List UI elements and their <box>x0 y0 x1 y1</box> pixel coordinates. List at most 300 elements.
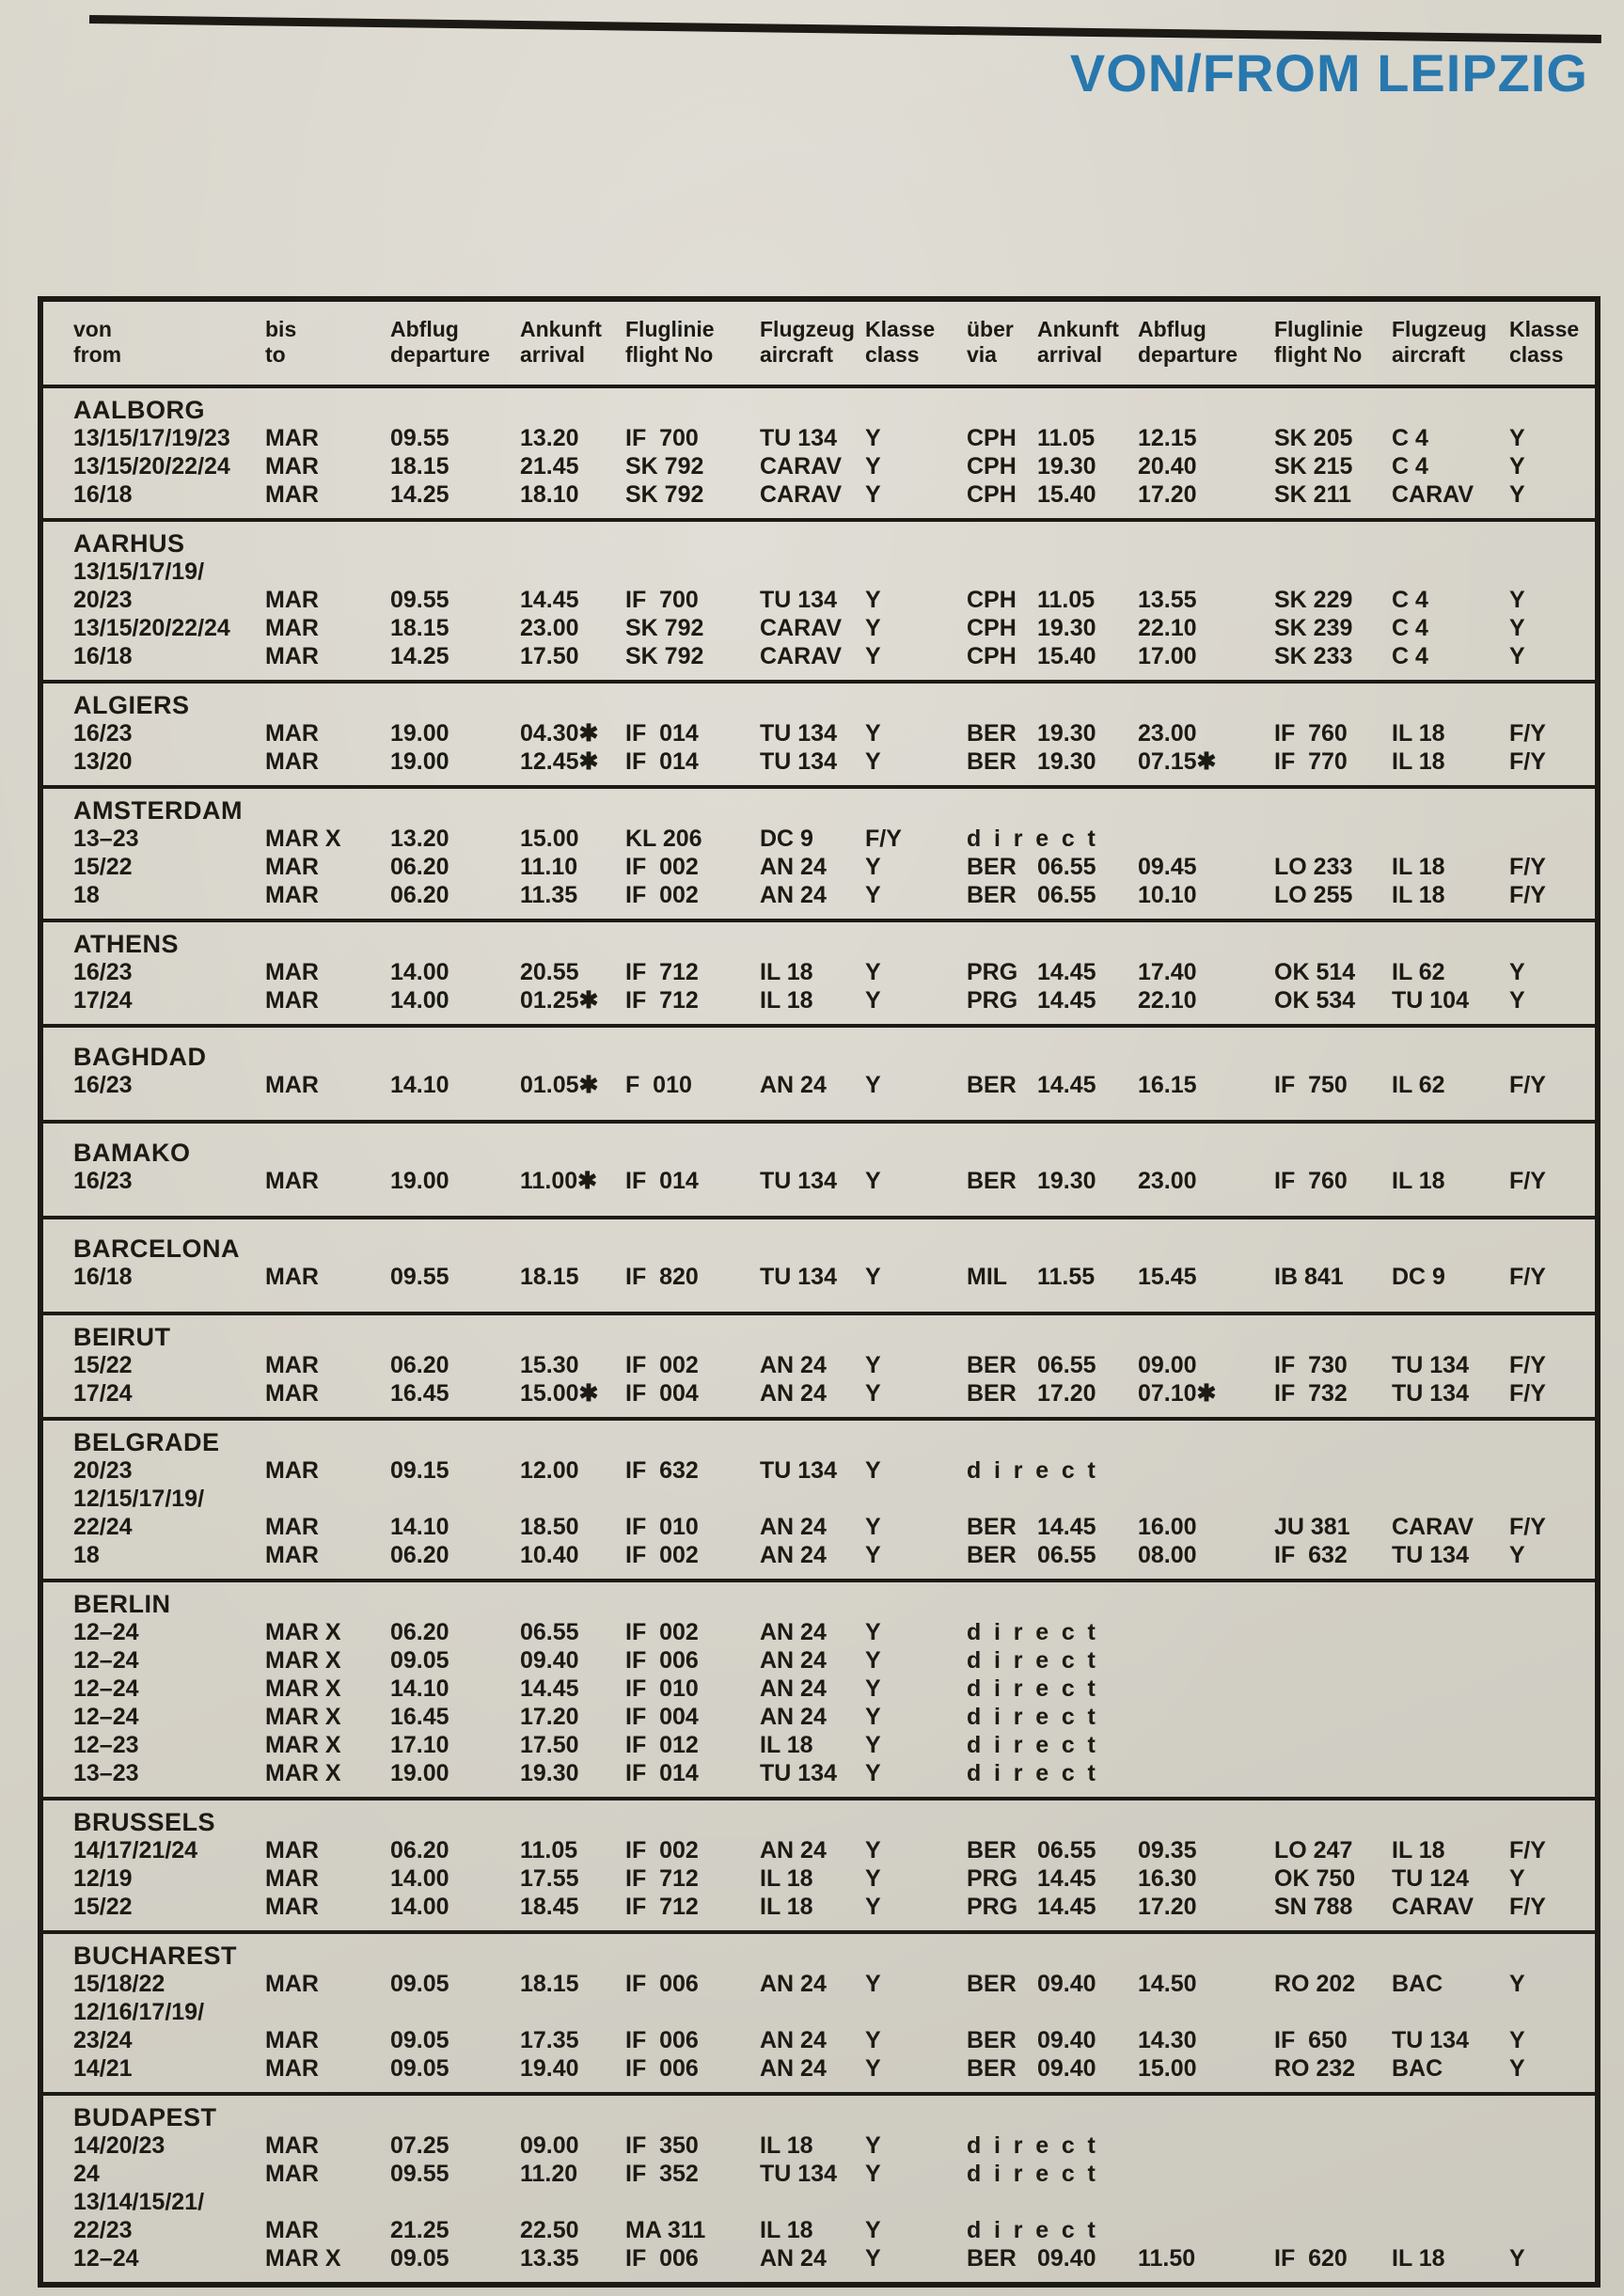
cell-via: BER <box>967 1837 1017 1864</box>
cell-dep: 16.45 <box>390 1380 449 1407</box>
cell-arr: 13.20 <box>520 425 579 451</box>
cell-fl: IF 014 <box>625 1168 699 1194</box>
cell-dep: 09.55 <box>390 587 449 613</box>
flight-row <box>43 480 1595 509</box>
cell-dep: 13.20 <box>390 826 449 852</box>
flight-row <box>43 1541 1595 1569</box>
cell-cl: Y <box>865 1760 881 1786</box>
section-beirut <box>43 1315 1595 1421</box>
dates-wrap-row <box>43 2188 1595 2216</box>
flight-row <box>43 1864 1595 1893</box>
timetable <box>38 296 1600 2288</box>
cell-ac: TU 134 <box>760 1168 837 1194</box>
cell-dep2: 16.30 <box>1138 1865 1197 1892</box>
cell-arr2: 19.30 <box>1037 615 1096 641</box>
cell-dep: 09.55 <box>390 425 449 451</box>
cell-cl2: Y <box>1509 1865 1525 1892</box>
cell-dep: 19.00 <box>390 1760 449 1786</box>
cell-arr2: 15.40 <box>1037 643 1096 669</box>
page-title: VON/FROM LEIPZIG <box>1069 43 1588 102</box>
cell-arr2: 09.40 <box>1037 2245 1096 2272</box>
cell-fl: IF 712 <box>625 959 699 985</box>
cell-cl: Y <box>865 1352 881 1378</box>
cell-ac2: IL 18 <box>1392 882 1445 908</box>
table-body <box>43 388 1595 2282</box>
dates-wrap-row <box>43 558 1595 586</box>
cell-dates: 18 <box>73 1542 100 1568</box>
cell-dates: 13/15/17/19/23 <box>73 425 230 451</box>
header-col-11-flight-no <box>1274 317 1364 368</box>
city-name: AALBORG <box>73 396 205 424</box>
cell-arr: 14.45 <box>520 587 579 613</box>
cell-ac2: IL 62 <box>1392 1072 1445 1098</box>
flight-row <box>43 2160 1595 2188</box>
cell-ac: AN 24 <box>760 854 827 880</box>
cell-dates: 17/24 <box>73 1380 133 1407</box>
cell-cl: Y <box>865 1457 881 1484</box>
cell-fl: IF 002 <box>625 854 699 880</box>
cell-cl2: F/Y <box>1509 1168 1546 1194</box>
section-baghdad <box>43 1028 1595 1124</box>
cell-ac2: DC 9 <box>1392 1264 1445 1290</box>
cell-fl: IF 712 <box>625 1865 699 1892</box>
cell-day: MAR <box>265 1865 319 1892</box>
cell-dates: 12–24 <box>73 1675 139 1702</box>
cell-ac: TU 134 <box>760 720 837 747</box>
cell-ac2: CARAV <box>1392 481 1474 508</box>
cell-fl: IF 014 <box>625 1760 699 1786</box>
cell-dep2: 23.00 <box>1138 720 1197 747</box>
header-label-de: Flugzeug <box>1392 317 1487 341</box>
cell-day: MAR <box>265 1542 319 1568</box>
flight-row <box>43 747 1595 776</box>
flight-row <box>43 1513 1595 1541</box>
cell-dep: 09.55 <box>390 1264 449 1290</box>
city-name: BRUSSELS <box>73 1808 216 1836</box>
cell-fl2: RO 202 <box>1274 1971 1356 1997</box>
cell-cl2: Y <box>1509 587 1525 613</box>
cell-cl2: Y <box>1509 987 1525 1014</box>
cell-ac2: IL 18 <box>1392 720 1445 747</box>
flight-row <box>43 424 1595 452</box>
header-label-en: aircraft <box>760 342 833 367</box>
cell-dates: 16/23 <box>73 1072 133 1098</box>
header-label-de: Flugzeug <box>760 317 855 341</box>
cell-dates: 12–24 <box>73 1647 139 1674</box>
cell-ac: AN 24 <box>760 2027 827 2053</box>
cell-cl: Y <box>865 854 881 880</box>
cell-cl2: F/Y <box>1509 1352 1546 1378</box>
cell-fl2: SK 239 <box>1274 615 1353 641</box>
cell-arr2: 14.45 <box>1037 1514 1096 1540</box>
cell-dep2: 15.45 <box>1138 1264 1197 1290</box>
cell-arr: 13.35 <box>520 2245 579 2272</box>
cell-cl: Y <box>865 1514 881 1540</box>
header-col-3-departure <box>390 317 490 368</box>
cell-cl: Y <box>865 1971 881 1997</box>
cell-fl2: IB 841 <box>1274 1264 1344 1290</box>
header-col-8-via <box>967 317 1014 368</box>
cell-via: CPH <box>967 425 1017 451</box>
cell-dep: 09.05 <box>390 2027 449 2053</box>
cell-day: MAR <box>265 1837 319 1864</box>
cell-ac: TU 134 <box>760 1457 837 1484</box>
cell-cl: Y <box>865 2161 881 2187</box>
cell-arr: 01.25✱ <box>520 987 599 1014</box>
cell-ac: AN 24 <box>760 1647 827 1674</box>
cell-arr: 19.40 <box>520 2055 579 2082</box>
cell-cl: Y <box>865 2217 881 2243</box>
header-label-de: Fluglinie <box>1274 317 1364 341</box>
cell-fl: IF 004 <box>625 1380 699 1407</box>
cell-day: MAR X <box>265 826 341 852</box>
cell-arr2: 06.55 <box>1037 1542 1096 1568</box>
cell-dates: 23/24 <box>73 2027 133 2053</box>
header-col-2-to <box>265 317 296 368</box>
cell-via: BER <box>967 1380 1017 1407</box>
header-col-6-aircraft <box>760 317 855 368</box>
cell-via: direct <box>967 1760 1109 1786</box>
cell-dep2: 12.15 <box>1138 425 1197 451</box>
cell-cl: Y <box>865 1264 881 1290</box>
cell-cl2: Y <box>1509 2055 1525 2082</box>
cell-arr2: 14.45 <box>1037 1865 1096 1892</box>
cell-dep: 14.10 <box>390 1514 449 1540</box>
cell-dep2: 07.10✱ <box>1138 1380 1217 1407</box>
cell-day: MAR <box>265 1457 319 1484</box>
flight-row <box>43 2216 1595 2244</box>
cell-fl2: IF 732 <box>1274 1380 1348 1407</box>
flight-row <box>43 1759 1595 1787</box>
cell-cl: Y <box>865 2245 881 2272</box>
flight-row <box>43 1618 1595 1646</box>
cell-dep2: 16.15 <box>1138 1072 1197 1098</box>
cell-ac: AN 24 <box>760 1542 827 1568</box>
cell-via: BER <box>967 1542 1017 1568</box>
cell-fl: IF 002 <box>625 1542 699 1568</box>
cell-fl2: OK 534 <box>1274 987 1356 1014</box>
header-label-de: Abflug <box>390 317 459 341</box>
cell-arr: 17.55 <box>520 1865 579 1892</box>
cell-via: MIL <box>967 1264 1008 1290</box>
cell-via: PRG <box>967 1894 1018 1920</box>
cell-day: MAR <box>265 959 319 985</box>
cell-day: MAR <box>265 2055 319 2082</box>
cell-cl: Y <box>865 1542 881 1568</box>
cell-fl: KL 206 <box>625 826 702 852</box>
cell-dep2: 22.10 <box>1138 615 1197 641</box>
cell-fl: IF 002 <box>625 1619 699 1645</box>
cell-via: BER <box>967 720 1017 747</box>
cell-arr: 12.00 <box>520 1457 579 1484</box>
cell-ac: CARAV <box>760 643 843 669</box>
cell-fl2: IF 730 <box>1274 1352 1348 1378</box>
cell-arr: 15.30 <box>520 1352 579 1378</box>
cell-fl2: LO 233 <box>1274 854 1353 880</box>
cell-dates: 13–23 <box>73 1760 139 1786</box>
cell-dep2: 09.35 <box>1138 1837 1197 1864</box>
cell-dep: 14.10 <box>390 1675 449 1702</box>
cell-ac2: IL 18 <box>1392 748 1445 775</box>
header-label-en: flight No <box>625 342 714 367</box>
cell-fl2: IF 770 <box>1274 748 1348 775</box>
flight-row <box>43 614 1595 642</box>
cell-cl2: F/Y <box>1509 1264 1546 1290</box>
header-label-en: class <box>865 342 920 367</box>
cell-via: PRG <box>967 987 1018 1014</box>
cell-dep2: 09.00 <box>1138 1352 1197 1378</box>
cell-ac: AN 24 <box>760 1971 827 1997</box>
cell-fl: IF 006 <box>625 2055 699 2082</box>
cell-day: MAR <box>265 2132 319 2159</box>
city-name: AARHUS <box>73 529 185 558</box>
cell-ac: AN 24 <box>760 1352 827 1378</box>
cell-fl: IF 014 <box>625 748 699 775</box>
cell-dep: 09.05 <box>390 1647 449 1674</box>
cell-via: direct <box>967 826 1109 852</box>
cell-cl2: F/Y <box>1509 748 1546 775</box>
cell-arr2: 14.45 <box>1037 1894 1096 1920</box>
cell-cl: Y <box>865 1380 881 1407</box>
cell-fl: IF 006 <box>625 1647 699 1674</box>
cell-arr: 15.00✱ <box>520 1380 599 1407</box>
cell-cl2: Y <box>1509 615 1525 641</box>
cell-fl2: IF 760 <box>1274 1168 1348 1194</box>
cell-arr: 18.15 <box>520 1971 579 1997</box>
cell-fl: IF 700 <box>625 587 699 613</box>
flight-row <box>43 2131 1595 2160</box>
header-label-en: arrival <box>520 342 586 367</box>
cell-dep: 06.20 <box>390 1352 449 1378</box>
cell-ac: CARAV <box>760 615 843 641</box>
cell-day: MAR <box>265 1352 319 1378</box>
cell-dep: 17.10 <box>390 1732 449 1758</box>
flight-row <box>43 881 1595 909</box>
cell-cl: Y <box>865 1072 881 1098</box>
cell-ac: TU 134 <box>760 1264 837 1290</box>
flight-row <box>43 1456 1595 1485</box>
cell-cl: Y <box>865 2055 881 2082</box>
cell-cl: Y <box>865 453 881 480</box>
section-athens <box>43 922 1595 1028</box>
cell-ac: AN 24 <box>760 1072 827 1098</box>
cell-dates: 16/23 <box>73 720 133 747</box>
cell-dep2: 08.00 <box>1138 1542 1197 1568</box>
cell-ac: IL 18 <box>760 2132 813 2159</box>
cell-arr: 09.40 <box>520 1647 579 1674</box>
cell-dep: 06.20 <box>390 882 449 908</box>
cell-fl: IF 002 <box>625 1837 699 1864</box>
cell-ac: TU 134 <box>760 587 837 613</box>
cell-ac2: IL 18 <box>1392 1168 1445 1194</box>
cell-arr: 11.20 <box>520 2161 578 2187</box>
cell-day: MAR <box>265 1264 319 1290</box>
cell-via: CPH <box>967 643 1017 669</box>
cell-cl2: F/Y <box>1509 1072 1546 1098</box>
cell-fl: IF 700 <box>625 425 699 451</box>
cell-cl: Y <box>865 1894 881 1920</box>
header-label-de: Ankunft <box>1037 317 1119 341</box>
cell-cl: Y <box>865 587 881 613</box>
cell-via: BER <box>967 854 1017 880</box>
cell-day: MAR X <box>265 2245 341 2272</box>
cell-dates: 16/18 <box>73 1264 133 1290</box>
section-berlin <box>43 1582 1595 1801</box>
cell-dates: 17/24 <box>73 987 133 1014</box>
cell-cl2: Y <box>1509 481 1525 508</box>
cell-fl2: OK 750 <box>1274 1865 1356 1892</box>
cell-fl: SK 792 <box>625 453 704 480</box>
cell-day: MAR X <box>265 1619 341 1645</box>
cell-dep: 09.55 <box>390 2161 449 2187</box>
cell-day: MAR <box>265 2027 319 2053</box>
cell-via: direct <box>967 1619 1109 1645</box>
cell-cl2: Y <box>1509 2027 1525 2053</box>
cell-fl: IF 010 <box>625 1675 699 1702</box>
cell-arr2: 09.40 <box>1037 2027 1096 2053</box>
section-aarhus <box>43 522 1595 684</box>
cell-day: MAR <box>265 425 319 451</box>
flight-row <box>43 2244 1595 2272</box>
cell-arr2: 11.05 <box>1037 587 1096 613</box>
cell-arr2: 14.45 <box>1037 1072 1096 1098</box>
header-label-en: departure <box>390 342 491 367</box>
cell-cl: Y <box>865 959 881 985</box>
cell-cl2: F/Y <box>1509 854 1546 880</box>
cell-cl: Y <box>865 2132 881 2159</box>
cell-ac2: BAC <box>1392 2055 1443 2082</box>
cell-via: CPH <box>967 481 1017 508</box>
header-col-1-from <box>73 317 121 368</box>
city-name: BARCELONA <box>73 1234 240 1263</box>
cell-fl: IF 006 <box>625 2245 699 2272</box>
cell-fl: IF 820 <box>625 1264 699 1290</box>
cell-cl2: F/Y <box>1509 720 1546 747</box>
cell-dep2: 23.00 <box>1138 1168 1197 1194</box>
cell-fl2: JU 381 <box>1274 1514 1350 1540</box>
city-name: BEIRUT <box>73 1323 171 1351</box>
cell-dates: 12/16/17/19/ <box>73 1999 205 2025</box>
cell-cl2: F/Y <box>1509 1894 1546 1920</box>
city-name: ATHENS <box>73 930 180 958</box>
header-label-en: via <box>967 342 997 367</box>
flight-row <box>43 1646 1595 1675</box>
cell-arr2: 11.05 <box>1037 425 1096 451</box>
cell-dates: 12–24 <box>73 1704 139 1730</box>
cell-fl2: OK 514 <box>1274 959 1356 985</box>
cell-dep: 16.45 <box>390 1704 449 1730</box>
cell-ac: TU 134 <box>760 1760 837 1786</box>
header-col-5-flight-no <box>625 317 715 368</box>
cell-arr: 11.05 <box>520 1837 578 1864</box>
cell-cl2: F/Y <box>1509 882 1546 908</box>
cell-day: MAR <box>265 1072 319 1098</box>
cell-arr: 17.50 <box>520 1732 579 1758</box>
cell-ac: TU 134 <box>760 425 837 451</box>
cell-arr2: 09.40 <box>1037 1971 1096 1997</box>
cell-dep: 06.20 <box>390 1619 449 1645</box>
cell-dates: 12/19 <box>73 1865 133 1892</box>
cell-ac2: BAC <box>1392 1971 1443 1997</box>
header-label-de: Abflug <box>1138 317 1206 341</box>
cell-cl: Y <box>865 2027 881 2053</box>
cell-fl2: RO 232 <box>1274 2055 1356 2082</box>
cell-dates: 13/14/15/21/ <box>73 2189 205 2215</box>
cell-via: BER <box>967 2055 1017 2082</box>
cell-dep2: 07.15✱ <box>1138 748 1217 775</box>
cell-via: BER <box>967 1514 1017 1540</box>
cell-cl2: Y <box>1509 959 1525 985</box>
cell-day: MAR X <box>265 1704 341 1730</box>
cell-dep: 09.05 <box>390 2245 449 2272</box>
cell-fl: SK 792 <box>625 615 704 641</box>
cell-dates: 14/20/23 <box>73 2132 166 2159</box>
cell-dates: 14/21 <box>73 2055 133 2082</box>
cell-ac2: IL 18 <box>1392 1837 1445 1864</box>
top-rule <box>89 15 1601 43</box>
cell-arr2: 06.55 <box>1037 882 1096 908</box>
header-label-en: aircraft <box>1392 342 1465 367</box>
cell-cl2: F/Y <box>1509 1837 1546 1864</box>
cell-ac2: CARAV <box>1392 1894 1474 1920</box>
flight-row <box>43 958 1595 986</box>
cell-ac2: TU 134 <box>1392 2027 1469 2053</box>
flight-row <box>43 1731 1595 1759</box>
cell-dates: 22/24 <box>73 1514 133 1540</box>
cell-dates: 12–23 <box>73 1732 139 1758</box>
section-bucharest <box>43 1934 1595 2096</box>
section-algiers <box>43 684 1595 789</box>
cell-dates: 16/18 <box>73 643 133 669</box>
cell-dates: 22/23 <box>73 2217 133 2243</box>
cell-dep2: 11.50 <box>1138 2245 1196 2272</box>
cell-arr: 15.00 <box>520 826 579 852</box>
cell-dep: 09.05 <box>390 1971 449 1997</box>
cell-day: MAR <box>265 1168 319 1194</box>
cell-via: CPH <box>967 587 1017 613</box>
city-name: BERLIN <box>73 1590 171 1618</box>
cell-dep: 14.00 <box>390 959 449 985</box>
cell-dates: 15/22 <box>73 1352 133 1378</box>
cell-fl2: IF 650 <box>1274 2027 1348 2053</box>
cell-arr2: 19.30 <box>1037 1168 1096 1194</box>
cell-day: MAR <box>265 2161 319 2187</box>
cell-dep: 21.25 <box>390 2217 449 2243</box>
cell-cl: Y <box>865 720 881 747</box>
cell-cl: Y <box>865 1619 881 1645</box>
cell-fl2: IF 620 <box>1274 2245 1348 2272</box>
cell-dates: 13/15/20/22/24 <box>73 453 230 480</box>
flight-row <box>43 1836 1595 1864</box>
cell-via: direct <box>967 1675 1109 1702</box>
cell-day: MAR X <box>265 1675 341 1702</box>
header-label-en: class <box>1509 342 1564 367</box>
cell-via: BER <box>967 1971 1017 1997</box>
cell-cl2: F/Y <box>1509 1514 1546 1540</box>
flight-row <box>43 2054 1595 2083</box>
cell-dep: 19.00 <box>390 748 449 775</box>
cell-ac: AN 24 <box>760 1619 827 1645</box>
cell-via: direct <box>967 1457 1109 1484</box>
cell-dates: 14/17/21/24 <box>73 1837 198 1864</box>
cell-dep: 14.00 <box>390 1894 449 1920</box>
header-label-en: to <box>265 342 286 367</box>
cell-cl2: Y <box>1509 1971 1525 1997</box>
cell-cl: Y <box>865 748 881 775</box>
cell-ac: IL 18 <box>760 1865 813 1892</box>
cell-ac2: C 4 <box>1392 425 1428 451</box>
cell-dep: 14.00 <box>390 987 449 1014</box>
